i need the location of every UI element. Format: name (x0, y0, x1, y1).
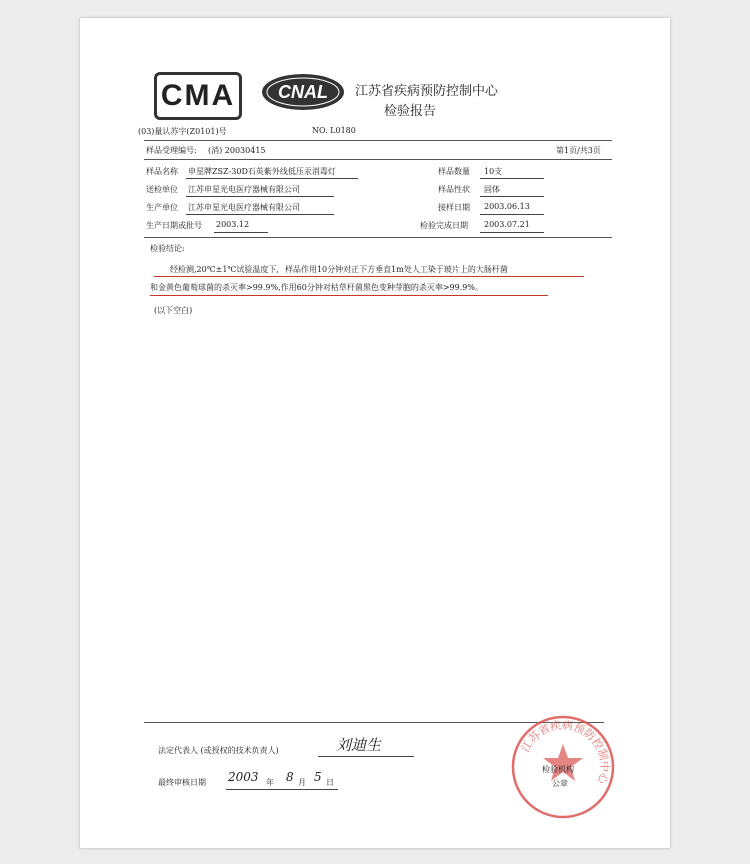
cma-logo: CMA (154, 72, 242, 120)
page-info: 第1页/共3页 (556, 146, 601, 155)
field-underline (186, 214, 334, 215)
review-year: 2003 (228, 770, 259, 784)
field-underline (480, 232, 544, 233)
sample-state-label: 样品性状 (438, 185, 470, 194)
review-day: 5 (314, 770, 322, 784)
seal-ring-text: 江苏省疾病预防控制中心 (518, 718, 612, 786)
conclusion-label: 检验结论: (150, 244, 185, 253)
prod-date-label: 生产日期或批号 (146, 221, 202, 230)
red-underline (154, 276, 584, 277)
receive-date-label: 接样日期 (438, 203, 470, 212)
producer-label: 生产单位 (146, 203, 178, 212)
field-underline (480, 178, 544, 179)
seal-label: 检验机构 (542, 765, 574, 774)
review-label: 最终审核日期 (158, 778, 206, 787)
cnal-logo (260, 72, 346, 112)
year-char: 年 (266, 778, 274, 787)
sender-value: 江苏申星光电医疗器械有限公司 (188, 185, 300, 194)
day-char: 日 (326, 778, 334, 787)
sender-label: 送检单位 (146, 185, 178, 194)
finish-date-value: 2003.07.21 (484, 220, 530, 229)
field-underline (480, 214, 544, 215)
sample-qty-value: 10支 (484, 167, 503, 176)
month-char: 月 (298, 778, 306, 787)
rep-signature: 刘迪生 (336, 736, 382, 754)
accept-no-label: 样品受理编号: (146, 146, 197, 155)
signature-underline (318, 756, 414, 757)
sample-name-value: 申星牌ZSZ-30D石英紫外线低压汞消毒灯 (188, 167, 336, 176)
field-underline (480, 196, 544, 197)
field-underline (186, 178, 358, 179)
sample-state-value: 固体 (484, 185, 500, 194)
date-underline (226, 789, 338, 790)
report-title: 检验报告 (384, 104, 437, 119)
seal-sublabel: 公章 (552, 779, 568, 788)
field-underline (186, 196, 334, 197)
finish-date-label: 检验完成日期 (420, 221, 468, 230)
blank-note: (以下空白) (154, 306, 193, 315)
sample-qty-label: 样品数量 (438, 167, 470, 176)
conclusion-line1-prefix: 经检测,20℃±1℃试验温度下, (170, 265, 279, 274)
sample-name-label: 样品名称 (146, 167, 178, 176)
conclusion-line2: 和金黄色葡萄球菌的杀灭率>99.9%,作用60分钟对枯草杆菌黑色变种芽胞的杀灭率>99.9%。 (150, 283, 483, 292)
accept-no-value: (消) 20030415 (208, 146, 266, 155)
divider (144, 159, 612, 160)
rep-label: 法定代表人 (或授权的技术负责人) (158, 746, 279, 755)
conclusion-line1 (170, 264, 508, 275)
red-underline (150, 295, 548, 296)
divider (144, 237, 612, 238)
org-name: 江苏省疾病预防控制中心 (355, 84, 499, 99)
report-sheet (80, 18, 670, 848)
conclusion-line1-rest: 样品作用10分钟对正下方垂直1m处人工染于玻片上的大肠杆菌 (284, 265, 508, 274)
cnal-logo-text: CNAL (278, 82, 328, 102)
cert-code: (03)量认苏字(Z0101)号 (138, 127, 227, 136)
field-underline (214, 232, 268, 233)
review-month: 8 (286, 770, 294, 784)
cert-no: NO. L0180 (312, 126, 356, 135)
prod-date-value: 2003.12 (216, 220, 250, 229)
divider (144, 140, 612, 141)
producer-value: 江苏申星光电医疗器械有限公司 (188, 203, 300, 212)
receive-date-value: 2003.06.13 (484, 202, 530, 211)
